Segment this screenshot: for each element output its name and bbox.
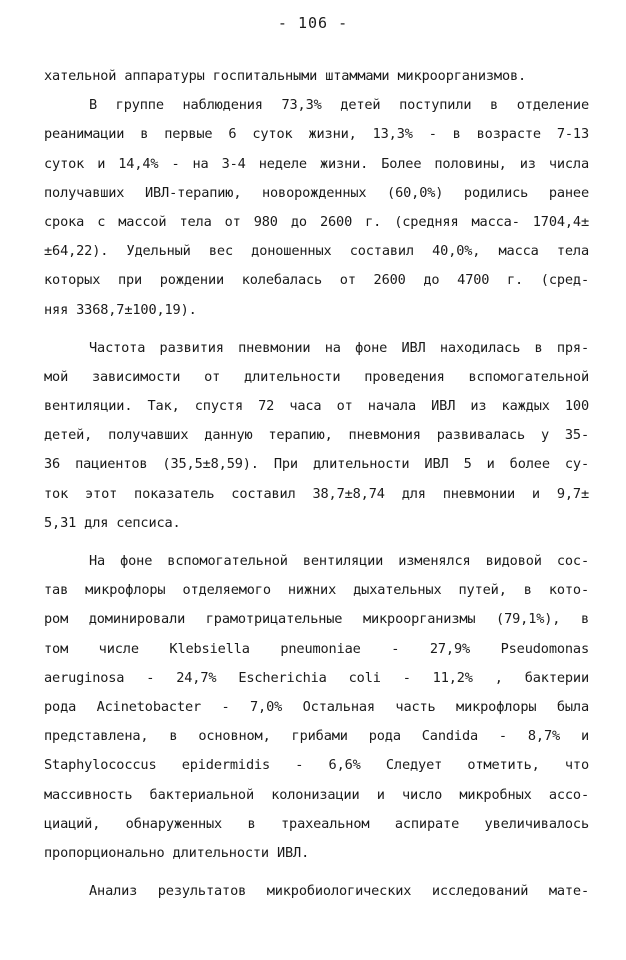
paragraph-pneumonia-frequency	[44, 334, 589, 538]
text-line: На фоне вспомогательной вентиляции изменялся видовой сос-	[89, 553, 589, 569]
paragraph-observation-group	[44, 91, 589, 325]
text-line: 5,31 для сепсиса.	[44, 514, 181, 531]
text-line: тав микрофлоры отделяемого нижних дыхательных путей, в кото-	[44, 582, 589, 599]
paragraph-microflora	[44, 547, 589, 868]
text-line: хательной аппаратуры госпитальными штаммами микроорганизмов.	[44, 68, 527, 84]
text-line: Анализ результатов микробиологических исследований мате-	[89, 883, 589, 900]
text-line: реанимации в первые 6 суток жизни, 13,3% - в возрасте 7-13	[44, 126, 589, 143]
text-line: мой зависимости от длительности проведения вспомогательной	[44, 368, 589, 385]
text-line: няя 3368,7±100,19).	[44, 301, 197, 318]
text-line: суток и 14,4% - на 3-4 неделе жизни. Более половины, из числа	[44, 155, 589, 172]
text-line: ток этот показатель составил 38,7±8,74 для пневмонии и 9,7±	[44, 485, 589, 502]
text-body	[44, 62, 589, 906]
paragraph-analysis	[44, 877, 589, 906]
text-line: пропорционально длительности ИВЛ.	[44, 844, 310, 861]
paragraph-continuation	[44, 62, 589, 91]
text-line: Частота развития пневмонии на фоне ИВЛ находилась в пря-	[89, 339, 589, 356]
text-line: представлена, в основном, грибами рода Candida - 8,7% и	[44, 728, 589, 745]
text-line: ±64,22). Удельный вес доношенных составил 40,0%, масса тела	[44, 243, 589, 260]
text-line: которых при рождении колебалась от 2600 до 4700 г. (сред-	[44, 272, 589, 289]
text-line: получавших ИВЛ-терапию, новорожденных (60,0%) родились ранее	[44, 184, 589, 201]
text-line: массивность бактериальной колонизации и число микробных ассо-	[44, 786, 589, 803]
text-line: Staphylococcus epidermidis - 6,6% Следует отметить, что	[44, 757, 589, 774]
page-number: - 106 -	[277, 14, 349, 32]
text-line: срока с массой тела от 980 до 2600 г. (средняя масса- 1704,4±	[44, 213, 589, 230]
text-line: вентиляции. Так, спустя 72 часа от начала ИВЛ из каждых 100	[44, 398, 589, 415]
text-line: рода Acinetobacter - 7,0% Остальная часть микрофлоры была	[44, 698, 589, 715]
text-line: В группе наблюдения 73,3% детей поступили в отделение	[89, 97, 589, 114]
text-line: том числе Klebsiella pneumoniae - 27,9% Pseudomonas	[44, 640, 589, 657]
text-line: детей, получавших данную терапию, пневмония развивалась у 35-	[44, 427, 589, 444]
text-line: ром доминировали грамотрицательные микроорганизмы (79,1%), в	[44, 611, 589, 628]
text-line: aeruginosa - 24,7% Escherichia coli - 11,2% , бактерии	[44, 669, 589, 686]
text-line: 36 пациентов (35,5±8,59). При длительности ИВЛ 5 и более су-	[44, 456, 589, 473]
text-line: циаций, обнаруженных в трахеальном аспирате увеличивалось	[44, 815, 589, 832]
